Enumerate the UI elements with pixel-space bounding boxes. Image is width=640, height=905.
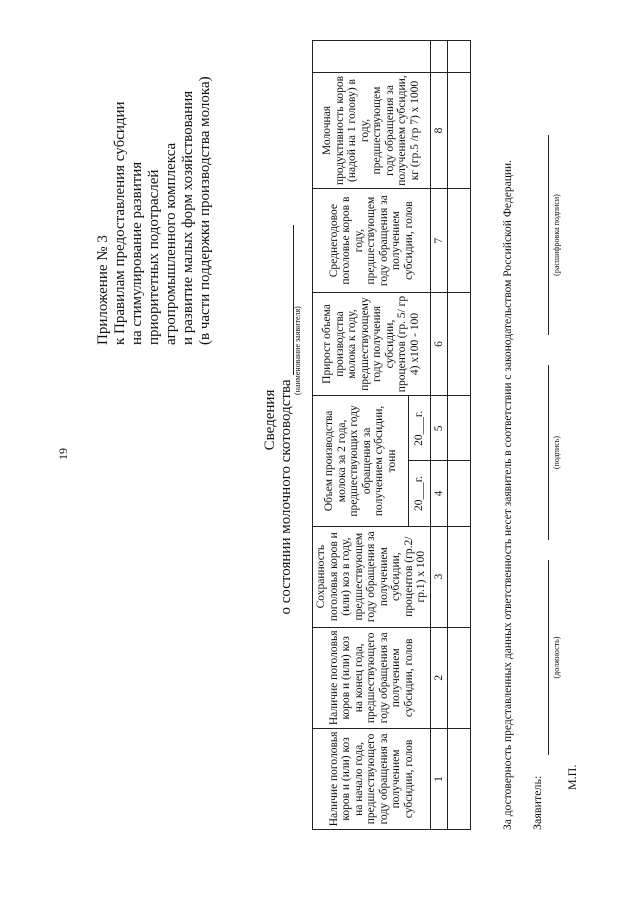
- title-heading: Сведения: [262, 389, 278, 451]
- header-cell-1: Наличие поголовья коров и (или) коз на начало года, предшествующего году обращения за получением субсидии, голов: [313, 728, 431, 829]
- responsibility-statement: За достоверность представленных данных ответственность несет заявитель в соответствии с законодательством Российской Федерации.: [502, 159, 514, 830]
- appendix-line: приоритетных подотраслей: [146, 169, 162, 345]
- appendix-line: агропромышленного комплекса: [163, 142, 179, 345]
- applicant-name-note: (наименование заявителя): [293, 306, 302, 395]
- position-label: (должность): [552, 636, 561, 679]
- header-cell-7: Среднегодовое поголовье коров в году, предшествующем году обращения за получением субсидии, голов: [313, 189, 431, 292]
- column-number: 2: [430, 627, 448, 728]
- appendix-line: на стимулирование развития: [129, 161, 145, 345]
- data-entry-cell[interactable]: [448, 396, 471, 461]
- header-cell-2: Наличие поголовья коров и (или) коз на конец года, предшествующего году обращения за получением субсидии, голов: [313, 627, 431, 728]
- page-number: 19: [56, 448, 70, 460]
- header-cell-3: Сохранность поголовья коров и (или) коз в году, предшествующем году обращения за получением субсидии, процентов (гр.2/ гр.1) х 100: [313, 526, 431, 627]
- applicant-label: Заявитель:: [530, 775, 544, 830]
- data-entry-cell[interactable]: [448, 189, 471, 292]
- year-cell-1[interactable]: 20___г.: [409, 461, 430, 526]
- year-cell-2[interactable]: 20___г.: [409, 396, 430, 461]
- data-entry-cell[interactable]: [448, 728, 471, 829]
- data-entry-cell[interactable]: [448, 627, 471, 728]
- applicant-name-blank[interactable]: [279, 226, 294, 376]
- signature-decoding-label: (расшифровка подписи): [552, 194, 561, 276]
- header-cell-4: Объем производства молока за 2 года, предшествующих году обращения за получением субсидии, тонн: [313, 396, 409, 526]
- column-number: 6: [430, 292, 448, 395]
- column-number-row: [430, 41, 448, 830]
- column-number: 8: [430, 72, 448, 189]
- position-line[interactable]: [548, 560, 549, 755]
- signature-label: (подпись): [552, 435, 561, 470]
- header-cell-8: Молочная продуктивность коров (надой на 1 голову) в году, предшествующем году обращения за получением субсидии, кг (гр.5 /гр 7) х 1000: [313, 72, 431, 189]
- stamp-label: М.П.: [565, 764, 579, 790]
- appendix-line: к Правилам предоставления субсидии: [112, 101, 128, 345]
- extra-blank-cell: [430, 41, 448, 73]
- data-entry-row: [448, 41, 471, 830]
- title-subheading-row: [278, 190, 294, 650]
- appendix-block: [95, 45, 214, 345]
- column-number: 4: [430, 461, 448, 526]
- table-header-row: [313, 41, 409, 830]
- header-cell-6: Прирост объема производства молока к году, предшествующему году получения субсидии, процентов (гр. 5/ гр 4) х100 - 100: [313, 292, 431, 395]
- signature-line[interactable]: [548, 365, 549, 540]
- signature-decoding-line[interactable]: [548, 135, 549, 335]
- column-number: 1: [430, 728, 448, 829]
- data-entry-cell[interactable]: [448, 292, 471, 395]
- data-entry-cell[interactable]: [448, 526, 471, 627]
- column-number: 3: [430, 526, 448, 627]
- data-entry-cell[interactable]: [448, 41, 471, 73]
- column-number: 7: [430, 189, 448, 292]
- column-number: 5: [430, 396, 448, 461]
- data-entry-cell[interactable]: [448, 72, 471, 189]
- title-subheading: о состоянии молочного скотоводства: [278, 379, 294, 615]
- data-entry-cell[interactable]: [448, 461, 471, 526]
- extra-blank-header: [313, 41, 431, 73]
- appendix-line: Приложение № 3: [95, 235, 111, 345]
- appendix-line: и развитие малых форм хозяйствования: [180, 90, 196, 345]
- appendix-line: (в части поддержки производства молока): [197, 76, 213, 345]
- document-title: [262, 190, 294, 650]
- dairy-data-table: [312, 40, 471, 830]
